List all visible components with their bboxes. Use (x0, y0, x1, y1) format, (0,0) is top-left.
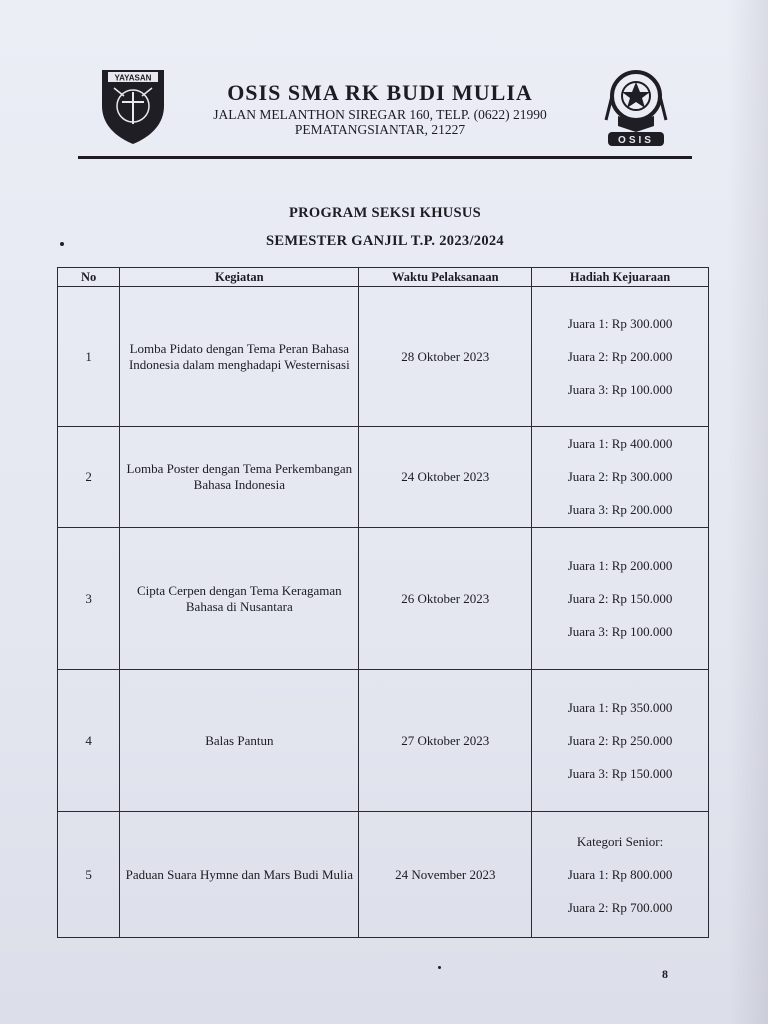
yayasan-logo-text: YAYASAN (114, 73, 152, 83)
prize-line: Juara 3: Rp 200.000 (567, 502, 673, 517)
program-table (57, 267, 709, 938)
prize-line: Juara 3: Rp 100.000 (567, 381, 673, 397)
table-header-row (58, 268, 709, 287)
organization-address (180, 107, 580, 137)
prize-line: Juara 2: Rp 300.000 (567, 469, 673, 484)
cell-kegiatan: Lomba Pidato dengan Tema Peran Bahasa Indonesia dalam menghadapi Westernisasi (120, 287, 359, 427)
cell-waktu: 28 Oktober 2023 (359, 287, 532, 427)
table-row (58, 670, 709, 812)
header-no: No (58, 268, 120, 287)
table-row (58, 528, 709, 670)
prize-line: Juara 1: Rp 200.000 (567, 557, 673, 573)
prize-line: Juara 1: Rp 300.000 (567, 315, 673, 331)
cell-hadiah (532, 670, 709, 812)
prize-line: Juara 3: Rp 100.000 (567, 623, 673, 639)
cell-no: 3 (58, 528, 120, 670)
document-subtitle: SEMESTER GANJIL T.P. 2023/2024 (266, 233, 504, 249)
prize-line: Juara 2: Rp 700.000 (567, 899, 673, 915)
cell-no: 4 (58, 670, 120, 812)
cell-waktu: 26 Oktober 2023 (359, 528, 532, 670)
yayasan-shield-logo (98, 66, 168, 146)
table-row (58, 427, 709, 528)
stray-mark (60, 242, 64, 246)
cell-kegiatan: Paduan Suara Hymne dan Mars Budi Mulia (120, 812, 359, 938)
osis-logo-text: OSIS (618, 135, 654, 146)
cell-no: 1 (58, 287, 120, 427)
prize-line: Juara 2: Rp 200.000 (567, 348, 673, 364)
cell-hadiah (532, 812, 709, 938)
cell-no: 5 (58, 812, 120, 938)
prize-line: Juara 2: Rp 150.000 (567, 590, 673, 606)
cell-waktu: 27 Oktober 2023 (359, 670, 532, 812)
cell-kegiatan: Lomba Poster dengan Tema Perkembangan Bahasa Indonesia (120, 427, 359, 528)
page-number: 8 (662, 967, 668, 981)
table-row (58, 812, 709, 938)
cell-kegiatan: Cipta Cerpen dengan Tema Keragaman Bahasa di Nusantara (120, 528, 359, 670)
cell-kegiatan: Balas Pantun (120, 670, 359, 812)
prize-line: Kategori Senior: (576, 833, 664, 849)
osis-emblem-logo (598, 66, 674, 150)
header-hadiah: Hadiah Kejuaraan (532, 268, 709, 287)
cell-hadiah (532, 287, 709, 427)
header-waktu: Waktu Pelaksanaan (359, 268, 532, 287)
address-line-2: PEMATANGSIANTAR, 21227 (294, 122, 466, 137)
cell-no: 2 (58, 427, 120, 528)
cell-waktu: 24 November 2023 (359, 812, 532, 938)
prize-line: Juara 2: Rp 250.000 (567, 732, 673, 748)
document-title: PROGRAM SEKSI KHUSUS (288, 205, 482, 221)
table-row (58, 287, 709, 427)
stray-mark (438, 966, 441, 969)
prize-line: Juara 1: Rp 350.000 (567, 699, 673, 715)
prize-line: Juara 1: Rp 800.000 (567, 866, 673, 882)
prize-line: Juara 3: Rp 150.000 (567, 765, 673, 781)
cell-hadiah (532, 427, 709, 528)
letterhead-divider (78, 156, 692, 159)
address-line-1: JALAN MELANTHON SIREGAR 160, TELP. (0622) 21990 (213, 107, 547, 122)
prize-line: Juara 1: Rp 400.000 (567, 436, 673, 451)
page-shadow (728, 0, 768, 1024)
organization-name: OSIS SMA RK BUDI MULIA (227, 80, 533, 105)
cell-hadiah (532, 528, 709, 670)
header-kegiatan: Kegiatan (120, 268, 359, 287)
cell-waktu: 24 Oktober 2023 (359, 427, 532, 528)
